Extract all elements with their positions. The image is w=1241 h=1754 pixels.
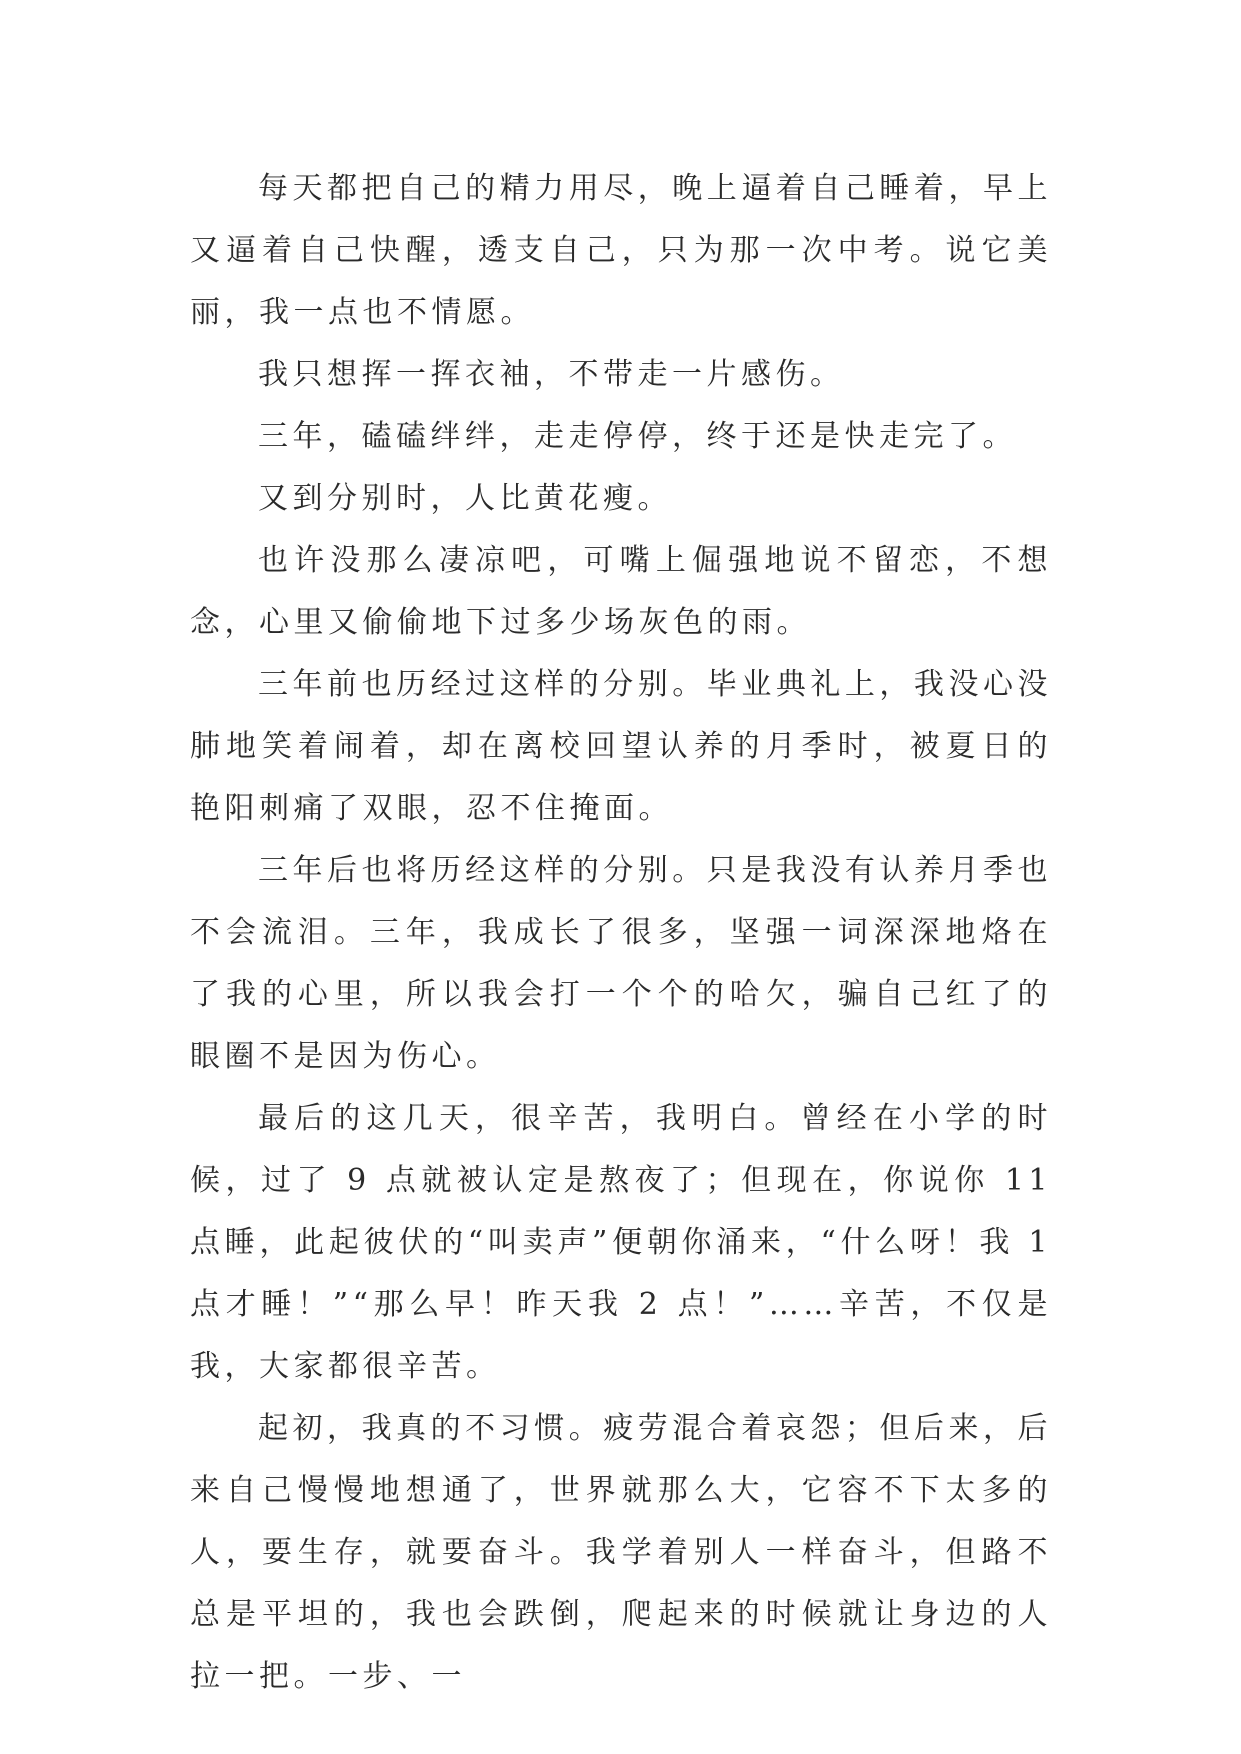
paragraph: 三年前也历经过这样的分别。毕业典礼上，我没心没肺地笑着闹着，却在离校回望认养的月季时，被夏日的艳阳刺痛了双眼，忍不住掩面。 — [190, 667, 1052, 826]
document-body — [190, 158, 1052, 1708]
paragraph: 最后的这几天，很辛苦，我明白。曾经在小学的时候，过了 9 点就被认定是熬夜了；但现在，你说你 11 点睡，此起彼伏的“叫卖声”便朝你涌来，“什么呀！我 1 点才睡！”“那么早！昨天我 2 点！”……辛苦，不仅是我，大家都很辛苦。 — [190, 1101, 1052, 1384]
paragraph: 我只想挥一挥衣袖，不带走一片感伤。 — [258, 357, 845, 392]
paragraph: 每天都把自己的精力用尽，晚上逼着自己睡着，早上又逼着自己快醒，透支自己，只为那一次中考。说它美丽，我一点也不情愿。 — [190, 171, 1052, 330]
paragraph: 起初，我真的不习惯。疲劳混合着哀怨；但后来，后来自己慢慢地想通了，世界就那么大，它容不下太多的人，要生存，就要奋斗。我学着别人一样奋斗，但路不总是平坦的，我也会跌倒，爬起来的时候就让身边的人拉一把。一步、一 — [190, 1411, 1052, 1694]
paragraph: 三年后也将历经这样的分别。只是我没有认养月季也不会流泪。三年，我成长了很多，坚强一词深深地烙在了我的心里，所以我会打一个个的哈欠，骗自己红了的眼圈不是因为伤心。 — [190, 853, 1052, 1074]
paragraph: 又到分别时，人比黄花瘦。 — [258, 481, 672, 516]
paragraph: 也许没那么凄凉吧，可嘴上倔强地说不留恋，不想念，心里又偷偷地下过多少场灰色的雨。 — [190, 543, 1052, 640]
paragraph: 三年，磕磕绊绊，走走停停，终于还是快走完了。 — [258, 419, 1017, 454]
